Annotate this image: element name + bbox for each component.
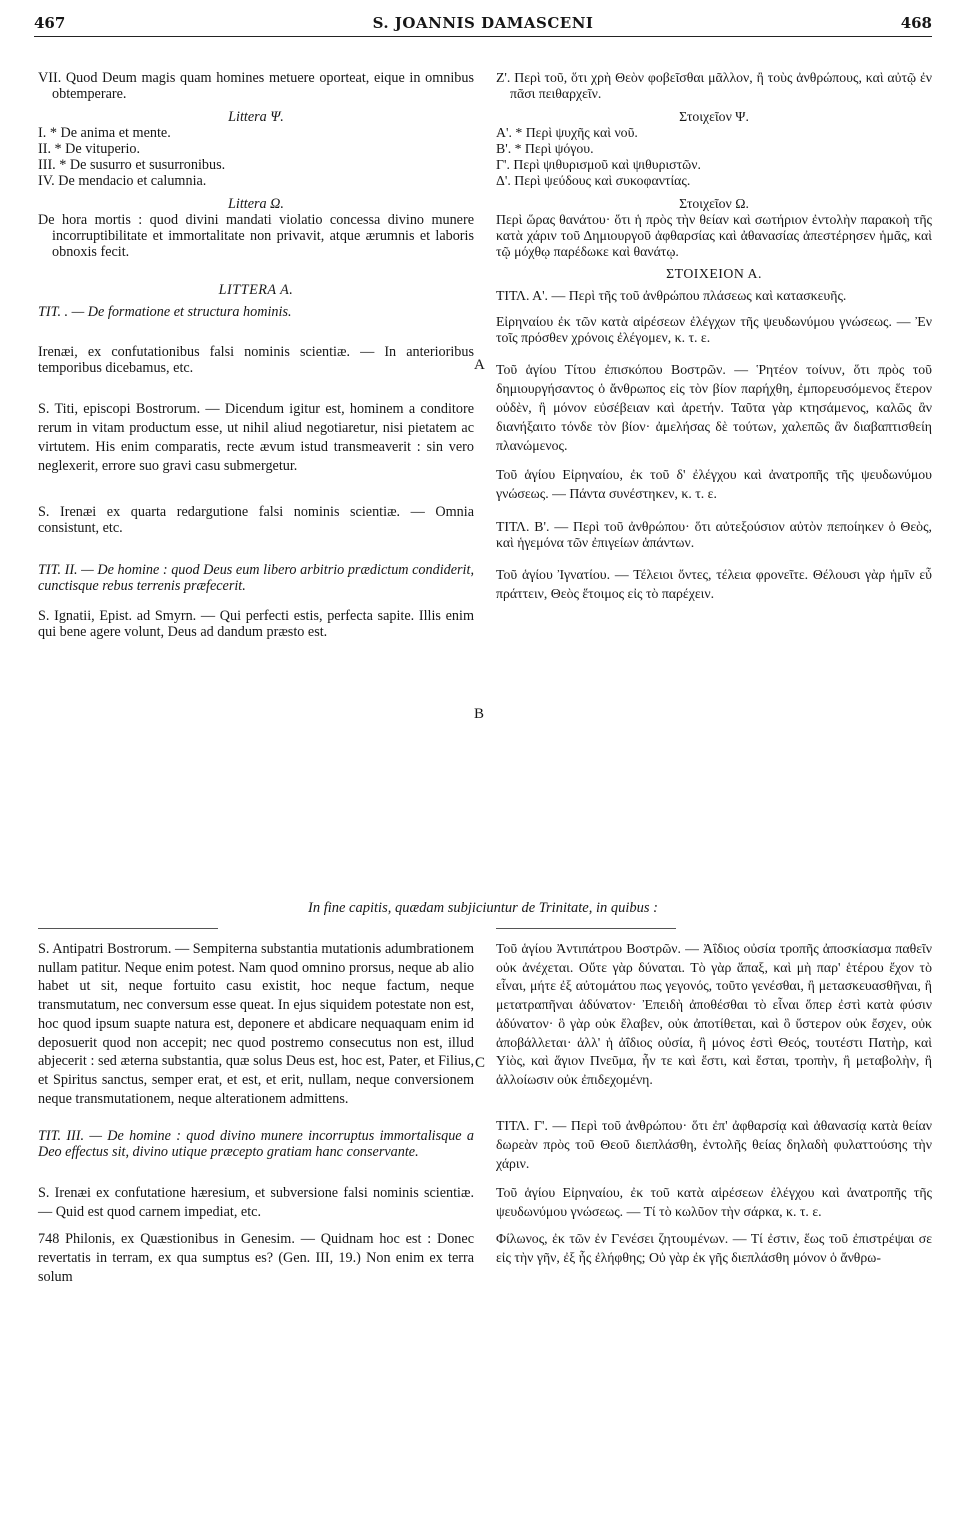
latin-philonis: 748 Philonis, ex Quæstionibus in Genesim. — Quidnam hoc est : Donec revertatis in terram, ex qua sumptus es? (Gen. III, 19.) Non enim ex terra solum bbox=[38, 1231, 474, 1286]
latin-tit-ii: TIT. II. — De homine : quod Deus eum libero arbitrio prædictum condiderit, cunctisque rebus terrenis præfecerit. bbox=[38, 562, 474, 594]
margin-letter-c: C bbox=[475, 1055, 486, 1071]
page-number-right: 468 bbox=[900, 14, 932, 32]
latin-column-bottom bbox=[38, 940, 474, 1287]
latin-de-hora-mortis: De hora mortis : quod divini mandati violatio concessa divino munere incorruptibilitate et immortalitate non privavit, atque ærumnis et laboris obnoxis fecit. bbox=[38, 212, 474, 260]
page-number-left: 467 bbox=[34, 14, 66, 32]
greek-eirenaiou-2: Τοῦ ἁγίου Εἰρηναίου, ἐκ τοῦ δ' ἐλέγχου καὶ ἀνατροπῆς τῆς ψευδωνύμου γνώσεως. — Πάντα συνέστηκεν, κ. τ. ε. bbox=[496, 467, 932, 501]
latin-titi: S. Titi, episcopi Bostrorum. — Dicendum igitur est, hominem a conditore rerum in vitam productum esse, ut nihil aliud negotiaretur, nisi pietatem ac virtutem. His enim comparatis, recte ævum istud transmeaverit : sin vero neglexerit, errore suo gravi casu submergetur. bbox=[38, 401, 474, 474]
divider-rule-left bbox=[38, 928, 218, 929]
greek-column-bottom bbox=[496, 940, 932, 1267]
greek-eirenaiou-1: Εἰρηναίου ἐκ τῶν κατὰ αἱρέσεων ἐλέγχων τῆς ψευδωνύμου γνώσεως. — Ἐν τοῖς πρόσθεν χρόνοις ἐλέγομεν, κ. τ. ε. bbox=[496, 314, 932, 345]
greek-titl-b: ΤΙΤΛ. Β'. — Περὶ τοῦ ἀνθρώπου· ὅτι αὐτεξούσιον αὐτὸν πεποίηκεν ὁ Θεὸς, καὶ ἡγεμόνα τῶν ἐπιγείων ἁπάντων. bbox=[496, 519, 932, 550]
greek-item-b: Β'. * Περὶ ψόγου. bbox=[496, 141, 594, 156]
latin-irenaei-1: Irenæi, ex confutationibus falsi nominis scientiæ. — In anterioribus temporibus dicebamus, etc. bbox=[38, 344, 474, 376]
latin-item-i: I. * De anima et mente. bbox=[38, 125, 171, 141]
greek-item-d: Δ'. Περὶ ψεύδους καὶ συκοφαντίας. bbox=[496, 173, 691, 188]
running-title: S. JOANNIS DAMASCENI bbox=[372, 14, 594, 32]
greek-philonos: Φίλωνος, ἐκ τῶν ἐν Γενέσει ζητουμένων. — Τί ἐστιν, ἕως τοῦ ἐπιστρέψαι σε εἰς τὴν γῆν, ἐξ ἧς ἐλήφθης; Οὐ γὰρ ἐκ γῆς διεπλάσθη μόνον ὁ ἄνθρω- bbox=[496, 1230, 932, 1265]
greek-titl-g: ΤΙΤΛ. Γ'. — Περὶ τοῦ ἀνθρώπου· ὅτι ἐπ' ἀφθαρσίᾳ καὶ ἀθανασίᾳ κατὰ θείαν δωρεὰν πρὸς τοῦ Θεοῦ διεπλάσθη, ἐντολῆς θείας δηλαδὴ φυλαττούσης τὴν χάριν. bbox=[496, 1117, 932, 1171]
latin-littera-omega: Littera Ω. bbox=[228, 196, 284, 212]
divider-rule-right bbox=[496, 928, 676, 929]
latin-littera-a: LITTERA A. bbox=[218, 282, 294, 298]
greek-eirenaiou-3: Τοῦ ἁγίου Εἰρηναίου, ἐκ τοῦ κατὰ αἱρέσεων ἐλέγχου καὶ ἀνατροπῆς τῆς ψευδωνύμου γνώσεως. — Τί τὸ κωλῦον τὴν σάρκα, κ. τ. ε. bbox=[496, 1184, 932, 1219]
latin-antipatri: S. Antipatri Bostrorum. — Sempiterna substantia mutationis adumbrationem nullam patitur. Neque enim potest. Nam quod omnino prorsus, neque ab alio habet ut sit, neque fortuito casu existit, hoc neque factum, neque transmutatum, nec conversum esse queat. In ejus siquidem potestate non est, hoc quod ipsum suapte natura est, deponere et abdicare nequaquam enim id deposuerit quod non accepit; nec quod postremo consecutus non est, illud abjecerit : sed æterna substantia, quæ solus Deus est, hoc est, Pater, et Filius, et Spiritus sanctus, semper erat, et est, et erit, nullam, neque conversionem neque transmutationem, neque alterationem admittens. bbox=[38, 941, 474, 1107]
greek-titou: Τοῦ ἁγίου Τίτου ἐπισκόπου Βοστρῶν. — Ῥητέον τοίνυν, ὅτι πρὸς τοῦ δημιουργήσαντος ὁ ἄνθρωπος εἰς τὸν βίον παρήχθη, ἐμπορευσόμενος ἕτερον οὐδὲν, ἢ μόνον εὐσέβειαν καὶ ἀρετήν. Ταῦτα γὰρ κτησάμενος, καλῶς ἂν διανήξαιτο τόνδε τὸν βίον· ἀμελήσας δὲ τούτων, χαλεπῶς ἂν διαβαπτισθείη πλανώμενος. bbox=[496, 362, 932, 453]
latin-tit-i: TIT. . — De formatione et structura hominis. bbox=[38, 304, 292, 320]
latin-tit-iii: TIT. III. — De homine : quod divino munere incorruptus immortalisque a Deo effectus sit, divino utique præcepto gratiam hanc conservante. bbox=[38, 1128, 474, 1161]
latin-littera-psi: Littera Ψ. bbox=[228, 109, 284, 125]
greek-stoicheion-a: ΣΤΟΙΧΕΙΟΝ Α. bbox=[666, 266, 762, 281]
margin-letter-a: A bbox=[474, 357, 485, 373]
greek-titl-a: ΤΙΤΛ. Α'. — Περὶ τῆς τοῦ ἀνθρώπου πλάσεως καὶ κατασκευῆς. bbox=[496, 288, 847, 303]
greek-peri-horas: Περὶ ὥρας θανάτου· ὅτι ἡ πρὸς τὴν θείαν καὶ σωτήριον ἐντολὴν παρακοὴ τῆς κατὰ χάριν τοῦ Δημιουργοῦ ἀφθαρσίας καὶ ἀθανασίας ἀπεστέρησεν ἡμᾶς, καὶ τῷ μόχθῳ παρέδωκε καὶ θανάτῳ. bbox=[496, 212, 932, 259]
running-header bbox=[34, 10, 932, 37]
latin-column-top bbox=[38, 70, 474, 640]
margin-letter-b: B bbox=[474, 706, 485, 722]
latin-heading-vii: VII. Quod Deum magis quam homines metuere oporteat, eique in omnibus obtemperare. bbox=[38, 70, 474, 102]
greek-item-a: Α'. * Περὶ ψυχῆς καὶ νοῦ. bbox=[496, 125, 638, 140]
latin-item-iv: IV. De mendacio et calumnia. bbox=[38, 173, 207, 189]
greek-antipatrou: Τοῦ ἁγίου Ἀντιπάτρου Βοστρῶν. — Ἀΐδιος οὐσία τροπῆς ἀποσκίασμα παθεῖν οὐκ ἀνέχεται. Οὔτε γὰρ δύναται. Τὸ γὰρ ἅπαξ, καὶ μὴ παρ' ἑτέρου ἔχον τὸ εἶναι, μήτε ἐξ αὐτομάτου πως γεγονός, τοῦτο γενέσθαι, ἢ μετασκευασθῆναι, ἢ μετατραπῆναι ἀδύνατον· Ἐπειδὴ ἀποθέσθαι τὸ εἶναι ὅπερ ἐστὶ κατὰ φύσιν ἀδύνατον· ὃ γὰρ οὐκ ἔλαβεν, οὐκ ἀποτίθεται, καὶ ὃ ὕστερον οὐκ ἔσχεν, οὐκ ἀποβάλλεται· ἀλλ' ἡ ἀΐδιος οὐσία, ἢ μόνος ἐστὶ Θεός, τουτέστι Πατὴρ, καὶ Υἱὸς, καὶ ἅγιον Πνεῦμα, ἦν τε καὶ ἔστι, καὶ ἔσται, τροπὴν, ἢ μεταβολὴν, ἢ ἀλλοίωσιν οὐκ ἐπιδεχομένη. bbox=[496, 941, 932, 1087]
greek-stoicheion-psi: Στοιχεῖον Ψ. bbox=[679, 109, 749, 124]
greek-item-g: Γ'. Περὶ ψιθυρισμοῦ καὶ ψιθυριστῶν. bbox=[496, 157, 701, 172]
section-divider-line: In fine capitis, quædam subjiciuntur de Trinitate, in quibus : bbox=[307, 900, 658, 916]
latin-item-ii: II. * De vituperio. bbox=[38, 141, 141, 157]
greek-stoicheion-omega: Στοιχεῖον Ω. bbox=[679, 196, 749, 211]
greek-column-top bbox=[496, 70, 932, 603]
greek-heading-z: Ζ'. Περὶ τοῦ, ὅτι χρὴ Θεὸν φοβεῖσθαι μᾶλλον, ἢ τοὺς ἀνθρώπους, καὶ αὐτῷ ἐν πᾶσι πειθαρχεῖν. bbox=[496, 70, 932, 101]
latin-item-iii: III. * De susurro et susurronibus. bbox=[38, 157, 226, 173]
latin-irenaei-3: S. Irenæi ex confutatione hæresium, et subversione falsi nominis scientiæ. — Quid est quod carnem impediat, etc. bbox=[38, 1185, 474, 1221]
latin-irenaei-2: S. Irenæi ex quarta redargutione falsi nominis scientiæ. — Omnia consistunt, etc. bbox=[38, 504, 474, 536]
greek-ignatiou: Τοῦ ἁγίου Ἰγνατίου. — Τέλειοι ὄντες, τέλεια φρονεῖτε. Θέλουσι γὰρ ἡμῖν εὖ πράττειν, Θεὸς ἕτοιμος εἰς τὸ παρέχειν. bbox=[496, 567, 932, 601]
latin-ignatii: S. Ignatii, Epist. ad Smyrn. — Qui perfecti estis, perfecta sapite. Illis enim qui bene agere volunt, Deus ad dandum præsto est. bbox=[38, 608, 474, 640]
